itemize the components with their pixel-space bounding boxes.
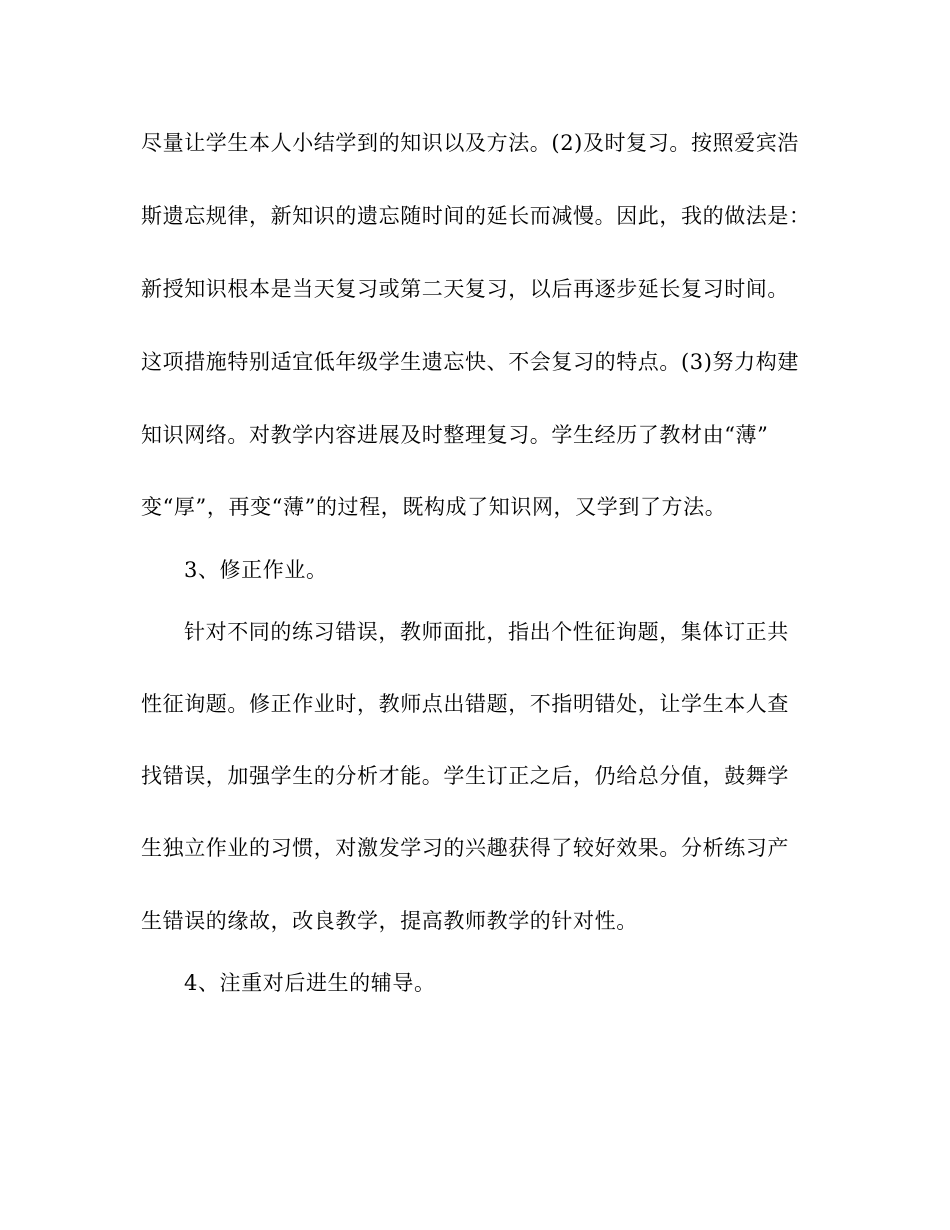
text-line: 这项措施特别适宜低年级学生遗忘快、不会复习的特点。(3)努力构建 xyxy=(141,350,799,374)
text-line: 生独立作业的习惯，对激发学习的兴趣获得了较好效果。分析练习产 xyxy=(141,836,789,860)
text-line: 新授知识根本是当天复习或第二天复习，以后再逐步延长复习时间。 xyxy=(141,277,789,301)
text-line: 知识网络。对教学内容进展及时整理复习。学生经历了教材由“薄” xyxy=(141,423,769,447)
text-line: 变“厚”，再变“薄”的过程，既构成了知识网，又学到了方法。 xyxy=(141,495,727,519)
section-heading: 4、注重对后进生的辅导。 xyxy=(184,971,436,995)
text-line: 针对不同的练习错误，教师面批，指出个性征询题，集体订正共 xyxy=(184,620,789,644)
text-line: 尽量让学生本人小结学到的知识以及方法。(2)及时复习。按照爱宾浩 xyxy=(141,131,799,155)
text-line: 性征询题。修正作业时，教师点出错题，不指明错处，让学生本人查 xyxy=(141,692,789,716)
text-line: 找错误，加强学生的分析才能。学生订正之后，仍给总分值，鼓舞学 xyxy=(141,764,789,788)
section-heading: 3、修正作业。 xyxy=(184,558,328,582)
text-line: 生错误的缘故，改良教学，提高教师教学的针对性。 xyxy=(141,909,638,933)
text-line: 斯遗忘规律，新知识的遗忘随时间的延长而减慢。因此，我的做法是： xyxy=(141,204,811,228)
